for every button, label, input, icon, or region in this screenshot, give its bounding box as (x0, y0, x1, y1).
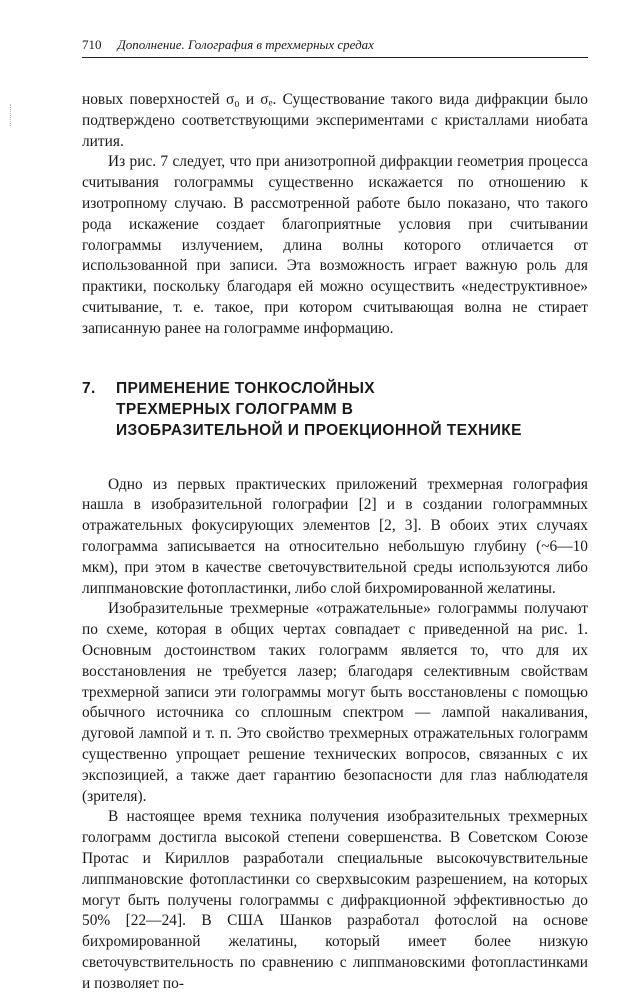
section-number: 7. (82, 379, 96, 397)
paragraph: В настоящее время техника получения изобразительных трехмерных голограмм достигла высокой степени совершенства. В Советском Союзе Протас и Кириллов разработали специальные высокочувствительные липпмановские фотопластинки со сверхвысоким разрешением, на которых могут быть получены голограммы с дифракционной эффективностью до 50% [22—24]. В США Шанков разработал фотослой на основе бихромированной желатины, который имеет более низкую светочувствительность по сравнению с липпмановскими фотопластинками и позволяет по- (82, 808, 588, 992)
page (82, 36, 588, 994)
page-number: 710 (82, 37, 102, 52)
paragraph: Изобразительные трехмерные «отражательные» голограммы получают по схеме, которая в общих чертах совпадает с приведенной на рис. 1. Основным достоинством таких голограмм является то, что для их восстановления не требуется лазер; благодаря селективным свойствам трехмерной записи эти голограммы могут быть восстановлены с помощью обычного источника со сплошным спектром — лампой накаливания, дуговой лампой и т. п. Это свойство трехмерных отражательных голограмм существенно упрощает решение технических вопросов, связанных с их экспозицией, а также дает гарантию безопасности для глаз наблюдателя (зрителя). (82, 600, 588, 805)
margin-mark (10, 104, 13, 126)
running-head-title: Дополнение. Голография в трехмерных средах (117, 37, 374, 52)
paragraph: Одно из первых практических приложений трехмерная голография нашла в изобразительной голографии [2] и в создании голограммных отражательных фокусирующих элементов [2, 3]. В обоих этих случаях голограмма записывается на относительно небольшую глубину (~6—10 мкм), при этом в качестве светочувствительной среды используются либо липпмановские фотопластинки, либо слой бихромированной желатины. (82, 475, 588, 597)
section-title-line: ИЗОБРАЗИТЕЛЬНОЙ И ПРОЕКЦИОННОЙ ТЕХНИКЕ (116, 421, 522, 439)
paragraph: новых поверхностей σ₀ и σₑ. Существование такого вида дифракции было подтверждено соответствующими экспериментами с кристаллами ниобата лития. (82, 91, 588, 150)
body-text (82, 90, 588, 994)
section-title-line: ПРИМЕНЕНИЕ ТОНКОСЛОЙНЫХ (116, 379, 376, 397)
section-heading (82, 378, 588, 441)
paragraph: Из рис. 7 следует, что при анизотропной дифракции геометрия процесса считывания голограммы существенно искажается по отношению к изотропному случаю. В рассмотренной работе было показано, что такого рода искажение создает благоприятные условия при считывании голограммы излучением, длина волны которого отличается от использованной при записи. Эта возможность играет важную роль для практики, поскольку благодаря ей можно осуществить «недеструктивное» считывание, т. е. такое, при котором считывающая волна не стирает записанную ранее на голограмме информацию. (82, 153, 588, 337)
section-title-line: ТРЕХМЕРНЫХ ГОЛОГРАММ В (116, 400, 354, 418)
section-title (116, 378, 522, 441)
running-head (82, 36, 588, 58)
